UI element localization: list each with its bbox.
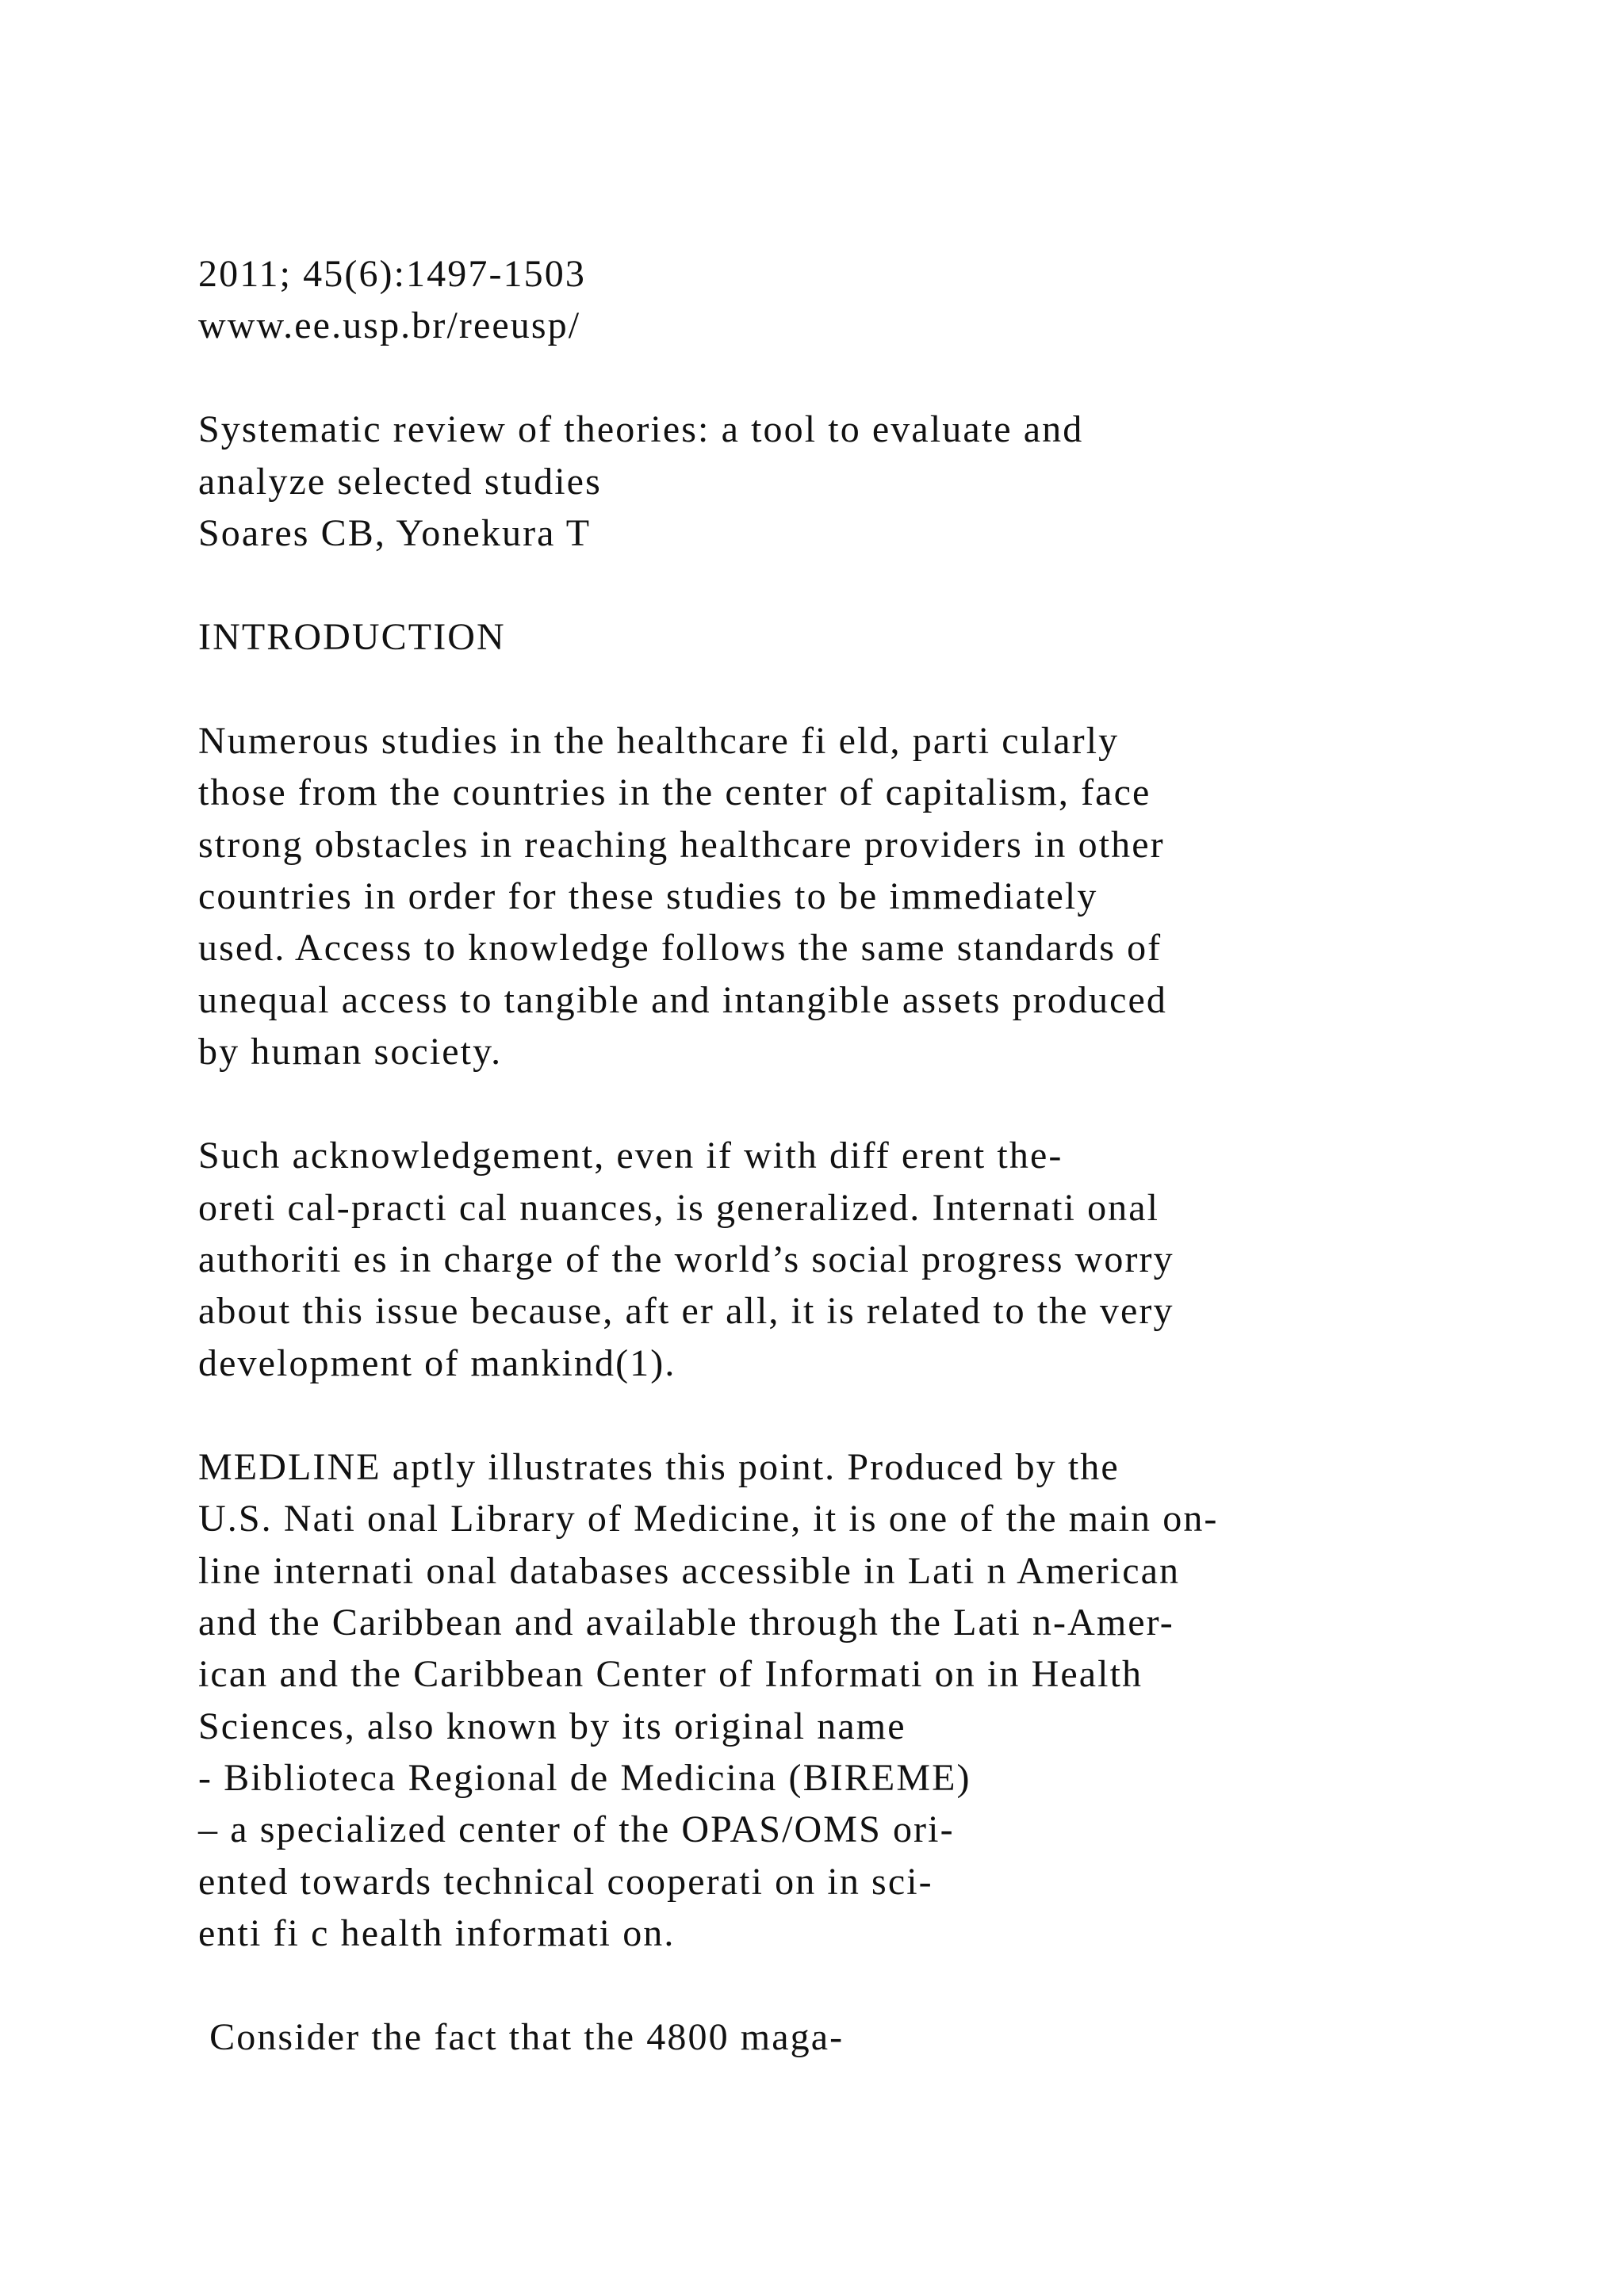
paragraph-line: by human society.	[198, 1031, 503, 1073]
paragraph-line: Sciences, also known by its original name	[198, 1705, 906, 1747]
section-heading: INTRODUCTION	[198, 616, 506, 658]
paragraph-line: strong obstacles in reaching healthcare providers in other	[198, 824, 1165, 866]
paragraph-line: ican and the Caribbean Center of Informati on in Health	[198, 1653, 1143, 1695]
paragraph-line: ented towards technical cooperati on in sci-	[198, 1861, 933, 1903]
paragraph-line: authoriti es in charge of the world’s social progress worry	[198, 1238, 1174, 1280]
journal-url: www.ee.usp.br/reeusp/	[198, 304, 581, 346]
paragraph-line: Numerous studies in the healthcare fi eld, parti cularly	[198, 720, 1120, 762]
paragraph-line: – a specialized center of the OPAS/OMS ori-	[198, 1808, 955, 1850]
paragraph-line: those from the countries in the center of capitalism, face	[198, 771, 1151, 813]
article-title-line: analyze selected studies	[198, 461, 602, 503]
paragraph-line: used. Access to knowledge follows the same standards of	[198, 927, 1162, 969]
article-authors: Soares CB, Yonekura T	[198, 512, 592, 554]
paragraph-line: and the Caribbean and available through the Lati n-Amer-	[198, 1601, 1174, 1644]
paragraph-line: unequal access to tangible and intangible assets produced	[198, 979, 1168, 1021]
paragraph-line: oreti cal-practi cal nuances, is generalized. Internati onal	[198, 1187, 1160, 1229]
paragraph-line: countries in order for these studies to be immediately	[198, 875, 1098, 917]
paragraph-line: about this issue because, aft er all, it is related to the very	[198, 1290, 1174, 1332]
paragraph-line: U.S. Nati onal Library of Medicine, it is one of the main on-	[198, 1498, 1219, 1540]
journal-citation: 2011; 45(6):1497-1503	[198, 253, 586, 295]
paragraph-line: line internati onal databases accessible in Lati n American	[198, 1550, 1181, 1592]
paragraph-line: development of mankind(1).	[198, 1342, 676, 1384]
paragraph-line: - Biblioteca Regional de Medicina (BIREME)	[198, 1757, 971, 1799]
article-title-line: Systematic review of theories: a tool to evaluate and	[198, 408, 1084, 450]
paragraph-line: Such acknowledgement, even if with diff erent the-	[198, 1135, 1063, 1177]
paragraph-line: enti fi c health informati on.	[198, 1912, 676, 1954]
paragraph-line: MEDLINE aptly illustrates this point. Produced by the	[198, 1446, 1120, 1488]
paragraph-line: Consider the fact that the 4800 maga-	[198, 2016, 845, 2058]
